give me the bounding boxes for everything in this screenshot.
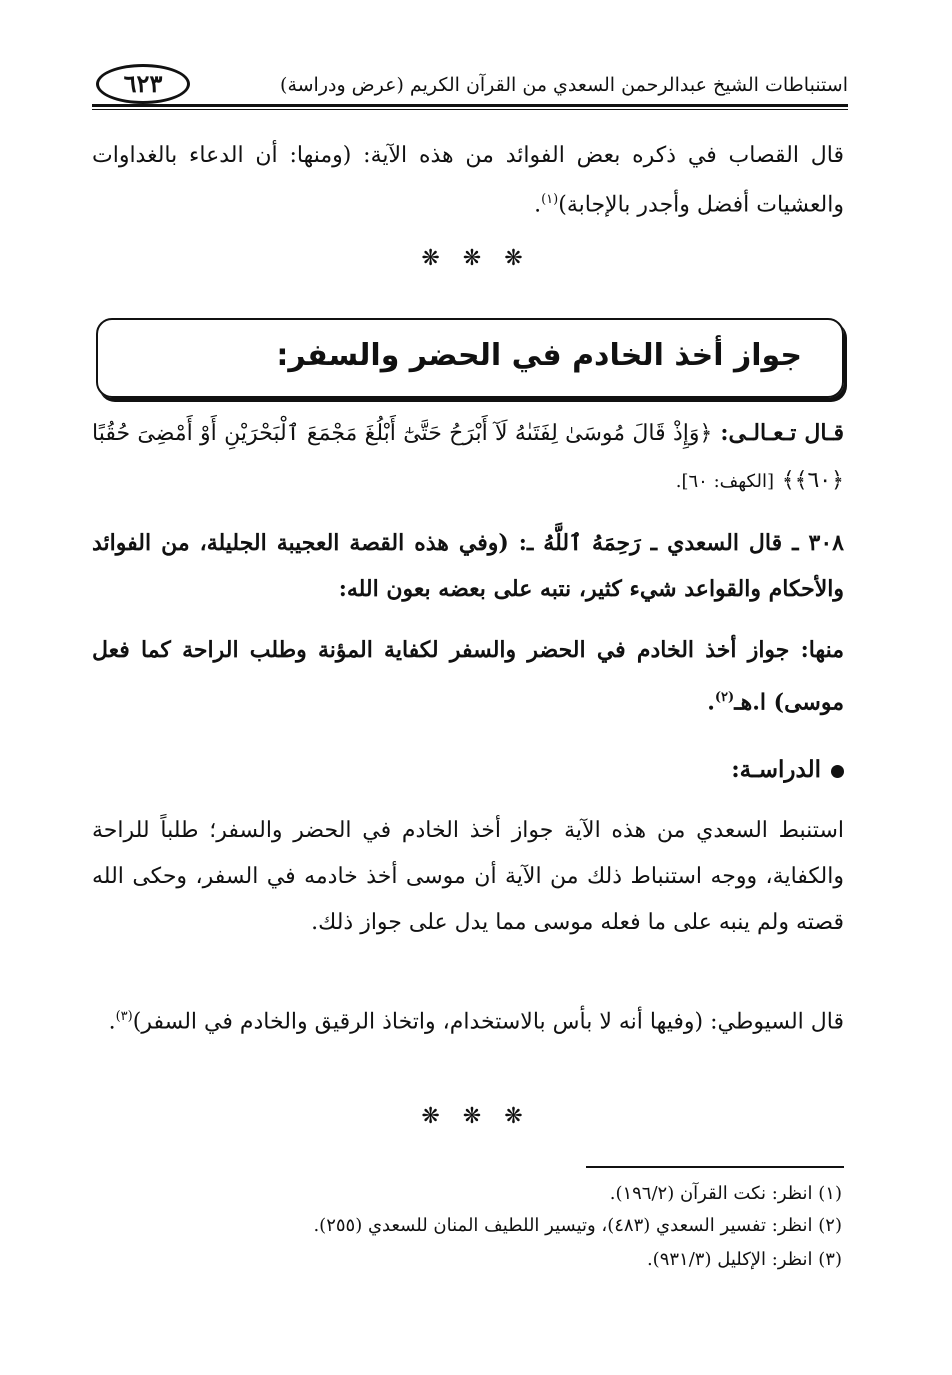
intro-text: قال القصاب في ذكره بعض الفوائد من هذه الآية: (ومنها: أن الدعاء بالغداوات والعشيات أفضل وأجدر بالإجابة) bbox=[92, 143, 844, 218]
ruling-paragraph bbox=[92, 626, 844, 726]
bullet-icon bbox=[831, 765, 844, 778]
study-heading bbox=[92, 756, 844, 783]
verse-paragraph bbox=[92, 410, 844, 505]
section-separator: ❋ ❋ ❋ bbox=[421, 246, 531, 271]
study-paragraph-1: استنبط السعدي من هذه الآية جواز أخذ الخادم في الحضر والسفر؛ طلباً للراحة والكفاية، ووجه استنباط ذلك من الآية أن موسى أخذ خادمه في السفر، وحكى الله قصته ولم ينبه على ما فعله موسى مما يدل على جواز ذلك. bbox=[92, 818, 845, 935]
study-paragraph-2 bbox=[92, 994, 844, 1045]
ruling-text: منها: جواز أخذ الخادم في الحضر والسفر لكفاية المؤنة وطلب الراحة كما فعل موسى) ا.هـ bbox=[92, 637, 844, 716]
saadi-quote: ٣٠٨ ـ قال السعدي ـ رَحِمَهُ ٱللَّهُ ـ: (وفي هذه القصة العجيبة الجليلة، من الفوائد والأحكام والقواعد شيء كثير، نتبه على بعضه بعون الله: bbox=[92, 530, 844, 602]
suyuti-end: . bbox=[108, 1009, 116, 1035]
header-rule bbox=[92, 104, 848, 107]
book-title: استنباطات الشيخ عبدالرحمن السعدي من القرآن الكريم (عرض ودراسة) bbox=[280, 74, 848, 96]
intro-paragraph bbox=[92, 134, 844, 227]
page-number-badge: ٦٢٣ bbox=[96, 64, 190, 104]
running-header bbox=[92, 62, 848, 108]
footnote-ref-2: (٢) bbox=[714, 690, 735, 705]
study-heading-text: الدراسـة: bbox=[731, 756, 821, 783]
verse-citation: [الكهف: ٦٠]. bbox=[675, 471, 775, 492]
section-separator-2: ❋ ❋ ❋ bbox=[421, 1104, 531, 1129]
footnote-ref-1: (١) bbox=[541, 192, 559, 207]
footnote-rule bbox=[586, 1166, 844, 1168]
suyuti-quote: قال السيوطي: (وفيها أنه لا بأس بالاستخدام، واتخاذ الرقيق والخادم في السفر) bbox=[132, 1009, 844, 1035]
section-title-box bbox=[96, 318, 844, 398]
verse-text: ﴿وَإِذْ قَالَ مُوسَىٰ لِفَتَىٰهُ لَآ أَبْرَحُ حَتَّىٰٓ أَبْلُغَ مَجْمَعَ ٱلْبَحْرَيْنِ أَوْ أَمْضِىَ حُقُبًا ﴿٦٠﴾﴾ bbox=[92, 421, 844, 493]
footnote-2: (٢) انظر: تفسير السعدي (٤٨٣)، وتيسير اللطيف المنان للسعدي (٢٥٥). bbox=[313, 1215, 842, 1236]
intro-end: . bbox=[534, 192, 542, 218]
footnote-ref-3: (٣) bbox=[115, 1009, 133, 1024]
verse-lead: قـال تـعـالـى: bbox=[720, 420, 844, 446]
header-rule-thin bbox=[92, 109, 848, 110]
ruling-end: . bbox=[707, 689, 715, 716]
footnote-3: (٣) انظر: الإكليل (٩٣١/٣). bbox=[646, 1249, 842, 1270]
footnote-1: (١) انظر: نكت القرآن (١٩٦/٢). bbox=[609, 1183, 842, 1204]
section-title: جواز أخذ الخادم في الحضر والسفر: bbox=[276, 338, 802, 373]
